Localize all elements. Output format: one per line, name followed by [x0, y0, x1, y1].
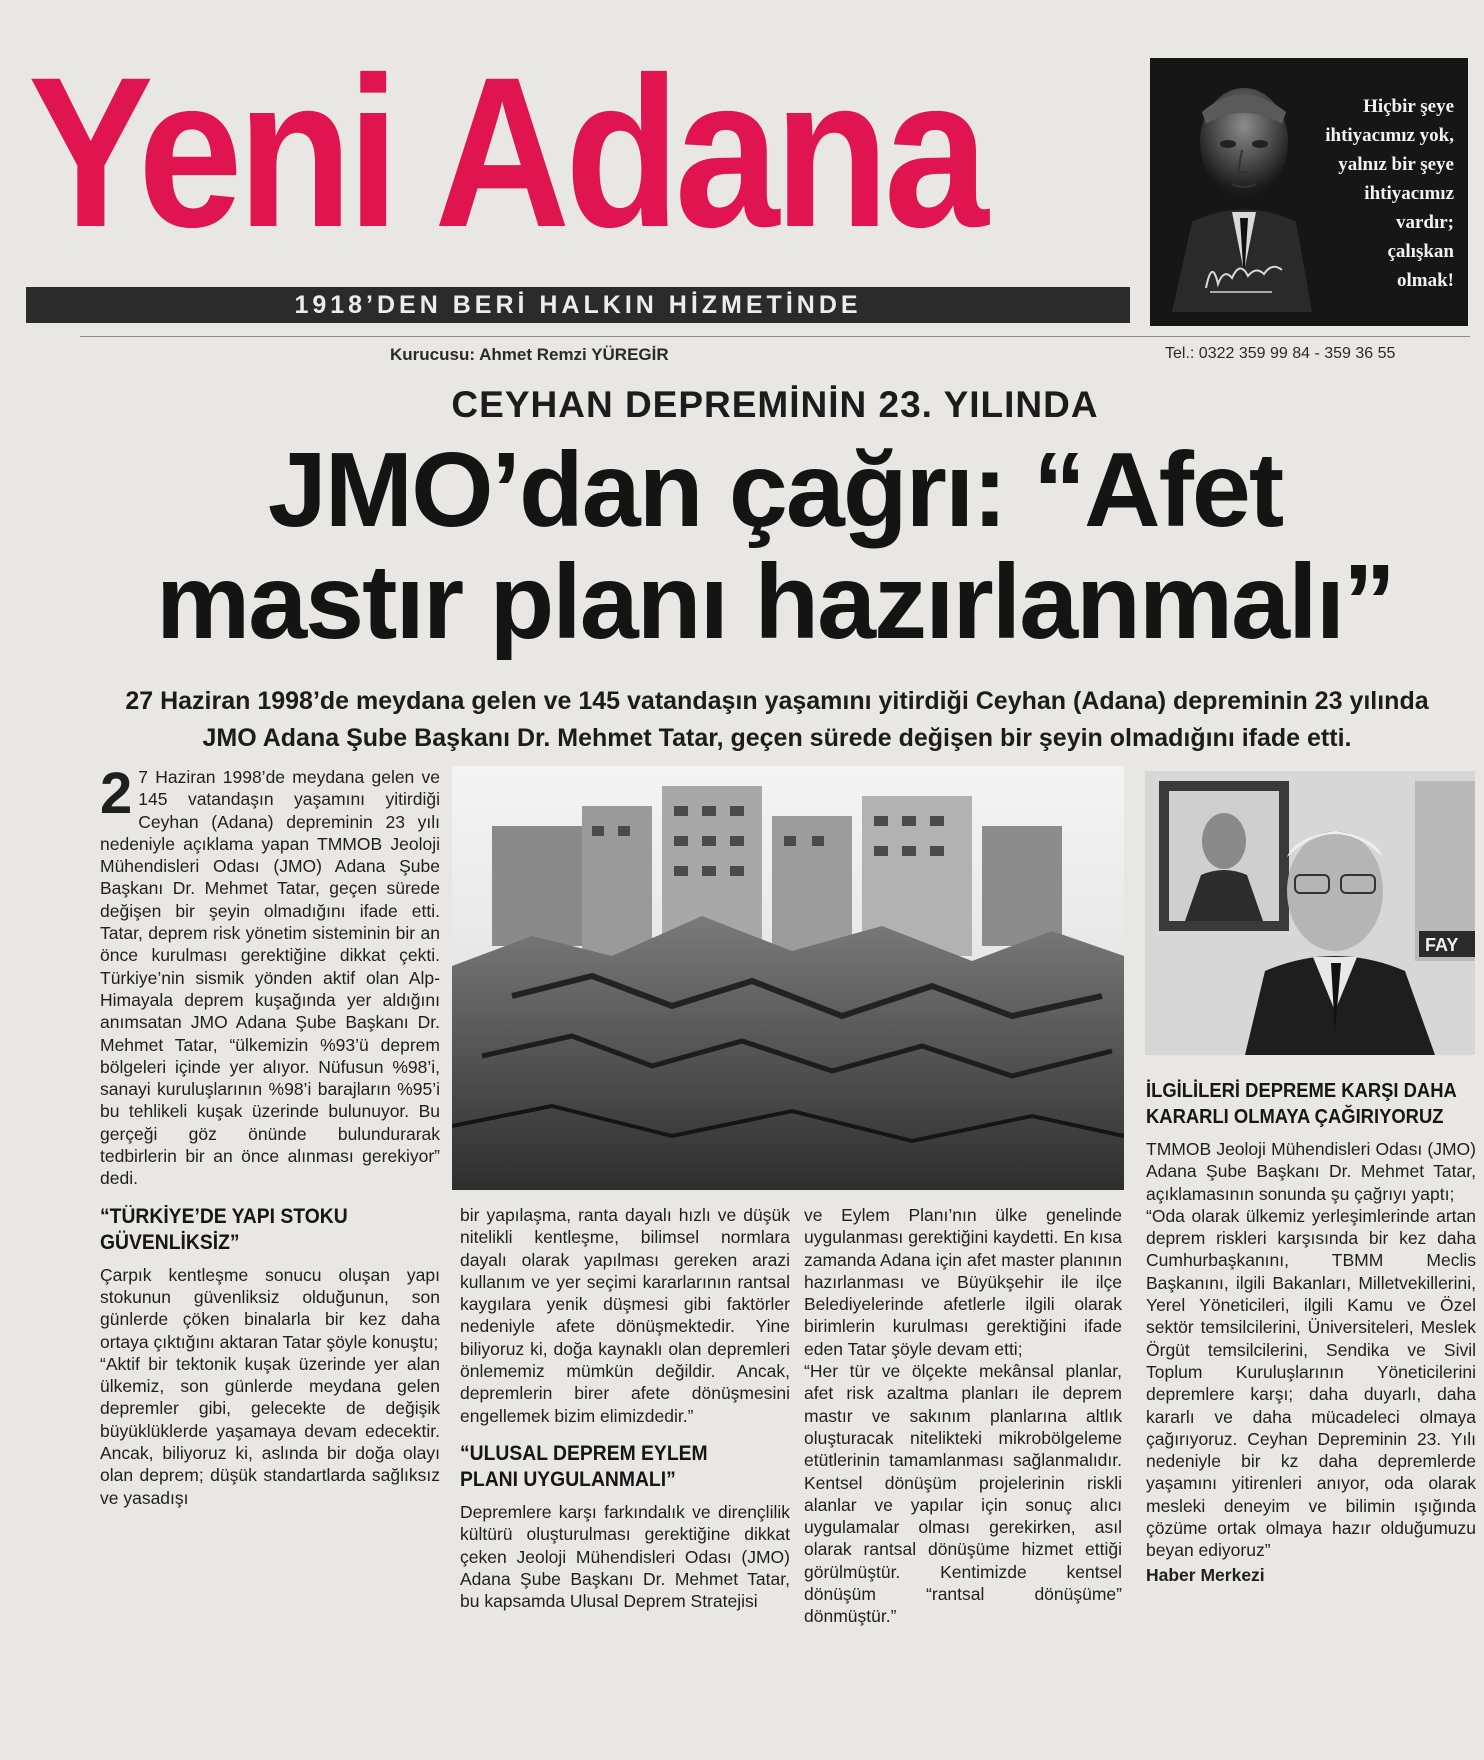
quote-line: yalnız bir şeye: [1338, 154, 1454, 175]
top-rule: [80, 336, 1470, 337]
paragraph: TMMOB Jeoloji Mühendisleri Odası (JMO) Adana Şube Başkanı Dr. Mehmet Tatar, açıklamasının sonunda şu çağrıyı yaptı;: [1146, 1139, 1476, 1204]
subheading-line: KARARLI OLMAYA ÇAĞIRIYORUZ: [1146, 1106, 1444, 1128]
earthquake-ruins-photo: [452, 766, 1124, 1190]
article-headline: [80, 431, 1470, 661]
quote-line: Hiçbir şeye: [1363, 96, 1454, 117]
paragraph: 7 Haziran 1998’de meydana gelen ve 145 vatandaşın yaşamını yitirdiği Ceyhan (Adana) depreminin 23 yılı nedeniyle açıklama yapan TMMOB Jeoloji Mühendisleri Odası (JMO) Adana Şube Başkanı Dr. Mehmet Tatar, geçen sürede değişen bir şeyin olmadığını ifade etti. Tatar, deprem risk yönetim sisteminin bir an önce kurulması gerektiğine dikkat çekti. Türkiye’nin sismik yönden aktif olan Alp-Himayala deprem kuşağında yer aldığını anımsatan JMO Adana Şube Başkanı Dr. Mehmet Tatar, “ülkemizin %93’ü deprem bölgeleri içinde yer alıyor. Nüfusun %98’i, sanayi kuruluşlarının %98’i barajların %95’i bu tehlikeli kuşak üzerinde bulunuyor. Bu gerçeği göz önünde bulundurarak tedbirlerin bir an önce alınması gerekiyor” dedi.: [100, 767, 440, 1189]
masthead-tagline: 1918’DEN BERİ HALKIN HİZMETİNDE: [26, 287, 1130, 323]
ataturk-quote: [1304, 92, 1454, 295]
paragraph: Çarpık kentleşme sonucu oluşan yapı stokunun güvenliksiz olduğunun, son günlerde çöken binalarla bir kez daha ortaya çıktığını aktaran Tatar şöyle konuştu;: [100, 1264, 440, 1352]
ataturk-quote-box: [1150, 58, 1468, 326]
article-kicker: CEYHAN DEPREMİNİN 23. YILINDA: [451, 384, 1099, 425]
deck-line: JMO Adana Şube Başkanı Dr. Mehmet Tatar, geçen sürede değişen bir şeyin olmadığını ifade etti.: [202, 724, 1352, 752]
quote-line: ihtiyacımız yok,: [1325, 125, 1454, 146]
byline: Haber Merkezi: [1146, 1564, 1265, 1585]
article-column-3: [804, 1204, 1122, 1628]
article-deck: [92, 683, 1462, 757]
subheading-line: PLANI UYGULANMALI”: [460, 1467, 676, 1491]
telephone-line: Tel.: 0322 359 99 84 - 359 36 55: [1165, 345, 1396, 362]
subheading-yapi-stoku: [100, 1204, 413, 1256]
drop-cap: 2: [100, 761, 133, 826]
office-sign: FAY: [1425, 935, 1459, 955]
deck-line: 27 Haziran 1998’de meydana gelen ve 145 vatandaşın yaşamını yitirdiği Ceyhan (Adana) depreminin 23 yılında: [125, 687, 1429, 715]
article-column-4: [1146, 1078, 1476, 1586]
newspaper-logo: Yeni Adana: [28, 33, 984, 272]
subheading-line: GÜVENLİKSİZ”: [100, 1230, 240, 1254]
headline-line: JMO’dan çağrı: “Afet: [267, 431, 1283, 549]
paragraph: bir yapılaşma, ranta dayalı hızlı ve düşük nitelikli kentleşme, bilimsel normlara dayalı olarak yapılması gereken arazi kullanım ve yer seçimi kararlarının rantsal kaygılara yenik düşmesi gibi faktörler nedeniyle afete dönüşmektedir. Yine biliyoruz ki, doğa kaynaklı olan depremleri önlememiz mümkün değildir. Ancak, depremlerin birer afete dönüşmesini engellemek bizim elimizdedir.”: [460, 1205, 790, 1426]
subheading-line: “TÜRKİYE’DE YAPI STOKU: [100, 1204, 348, 1228]
quote-line: çalışkan: [1387, 241, 1454, 262]
subheading-eylem-plani: [460, 1441, 764, 1493]
paragraph: “Oda olarak ülkemiz yerleşimlerinde artan deprem riskleri karşısında bir kez daha Cumhurbaşkanını, TBMM Meclis Başkanını, ilgili Bakanları, Milletvekillerini, Yerel Yöneticileri, ilgili Kamu ve Özel sektör temsilcilerini, Üniversiteleri, Meslek Örgüt temsilcilerini, Sendika ve Sivil Toplum Kuruluşlarının Yöneticilerini depremlere karşı; daha duyarlı, daha kararlı ve daha mücadeleci olmaya çağırıyoruz. Ceyhan Depreminin 23. Yılı nedeniyle bir kz daha depremlerde yaşamını yitirenleri anıyor, oda olarak mesleki deneyim ve bilimin ışığında çözüme ortak olmaya hazır olduğumuzu beyan ediyoruz”: [1146, 1205, 1476, 1561]
subheading-line: “ULUSAL DEPREM EYLEM: [460, 1441, 708, 1465]
article-column-1: [100, 761, 440, 1509]
subheading-kararli: [1146, 1078, 1457, 1130]
article-column-2: [460, 1204, 790, 1612]
quote-line: vardır;: [1395, 212, 1454, 233]
ataturk-signature: [1202, 248, 1292, 298]
mehmet-tatar-photo: [1145, 771, 1475, 1055]
quote-line: ihtiyacımız: [1364, 183, 1454, 204]
paragraph: “Aktif bir tektonik kuşak üzerinde yer alan ülkemiz, son günlerde meydana gelen depremler gibi, gelecekte de değişik büyüklüklerde yaşamaya devam edecektir. Ancak, biliyoruz ki, aslında bir doğa olayı olan deprem; düşük standartlarda sağlıksız ve yasadışı: [100, 1353, 440, 1508]
paragraph: “Her tür ve ölçekte mekânsal planlar, afet risk azaltma planları ile deprem mastır ve sakınım planlarına altlık oluşturacak nitelikteki mikrobölgeleme etütlerinin tamamlanması sağlanmalıdır. Kentsel dönüşüm projelerinin riskli alanlar ve yapılar için sonuç alıcı uygulamalar olması gerekirken, asıl olarak rantsal dönüşüme hizmet ettiği görülmüştür. Kentimizde kentsel dönüşüm “rantsal dönüşüme” dönmüştür.”: [804, 1361, 1122, 1627]
paragraph: ve Eylem Planı’nın ülke genelinde uygulanması gerektiğini kaydetti. En kısa zamanda Adana için afet master planının hazırlanması ve Büyükşehir ile ilçe Belediyelerinde afetlerle ilgili olarak birimlerin kurulması gerektiğini ifade eden Tatar şöyle devam etti;: [804, 1205, 1122, 1359]
quote-line: olmak!: [1397, 270, 1454, 291]
headline-line: mastır planı hazırlanmalı”: [155, 543, 1395, 661]
subheading-line: İLGİLİLERİ DEPREME KARŞI DAHA: [1146, 1080, 1457, 1102]
paragraph: Depremlere karşı farkındalık ve dirençlilik kültürü oluşturulması gerektiğine dikkat çeken Jeoloji Mühendisleri Odası (JMO) Adana Şube Başkanı Dr. Mehmet Tatar, bu kapsamda Ulusal Deprem Stratejisi: [460, 1501, 790, 1612]
founder-line: Kurucusu: Ahmet Remzi YÜREGİR: [390, 345, 669, 364]
